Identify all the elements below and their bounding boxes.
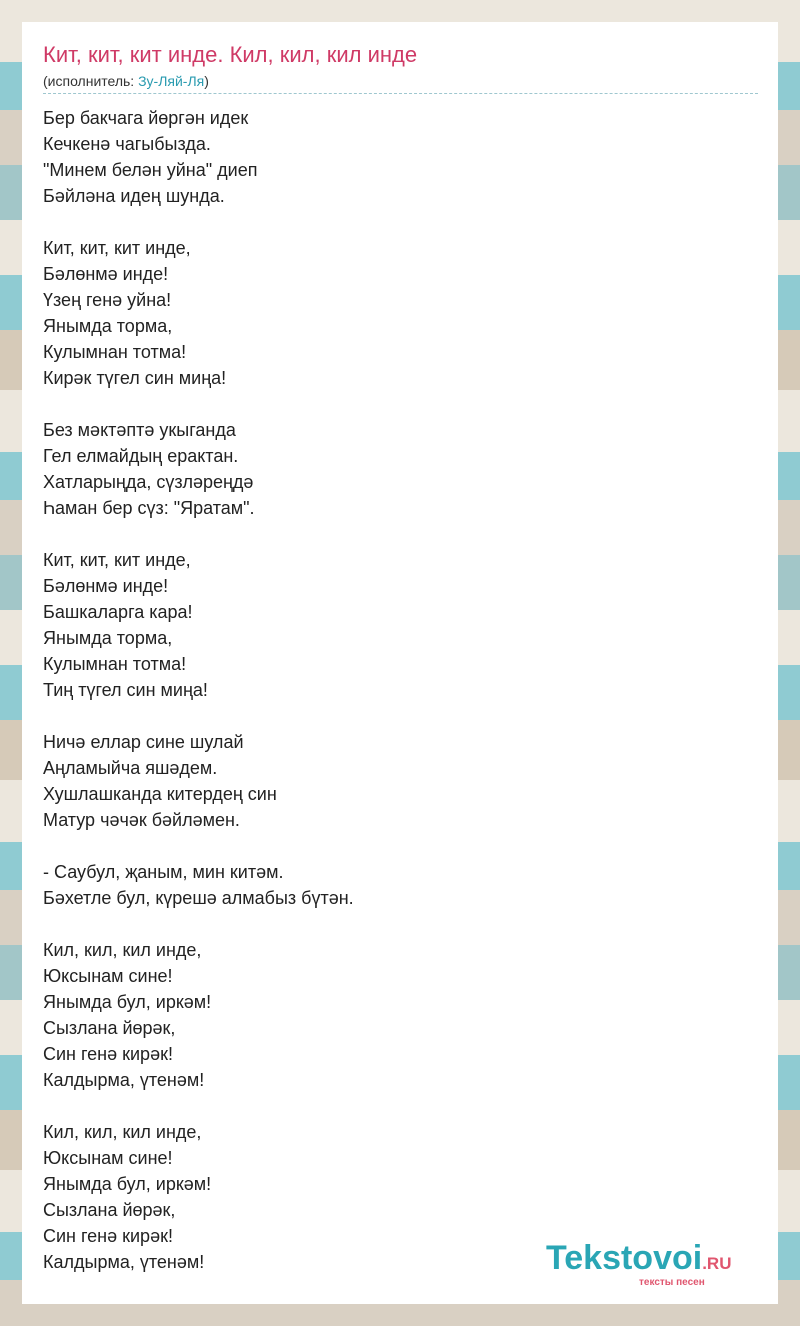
logo-brand: Tekstovoi: [546, 1239, 703, 1277]
lyric-line: Хушлашканда китердең син: [43, 784, 277, 804]
stanza: [43, 729, 743, 833]
lyric-line: Матур чәчәк бәйләмен.: [43, 810, 240, 830]
stanza: [43, 937, 743, 1093]
lyric-line: Һаман бер сүз: "Яратам".: [43, 498, 255, 518]
lyric-line: Сызлана йөрәк,: [43, 1200, 176, 1220]
site-logo[interactable]: [546, 1239, 732, 1288]
page-title: Кит, кит, кит инде. Кил, кил, кил инде: [43, 42, 418, 67]
lyric-line: Юксынам сине!: [43, 1148, 173, 1168]
lyric-line: Хатларыңда, сүзләреңдә: [43, 472, 254, 492]
logo-tagline: тексты песен: [639, 1277, 705, 1288]
stanza: [43, 859, 743, 911]
lyric-line: Калдырма, үтенәм!: [43, 1252, 205, 1272]
lyric-line: Кечкенә чагыбызда.: [43, 134, 211, 154]
logo-tld: .RU: [702, 1254, 732, 1273]
lyrics-card: [22, 22, 778, 1304]
lyrics-body: [43, 105, 743, 1301]
lyric-line: Аңламыйча яшәдем.: [43, 758, 218, 778]
stanza: [43, 547, 743, 703]
lyric-line: Сызлана йөрәк,: [43, 1018, 176, 1038]
lyric-line: Янымда бул, иркәм!: [43, 992, 212, 1012]
performer-prefix: (исполнитель:: [43, 73, 139, 89]
stanza: [43, 235, 743, 391]
lyric-line: Без мәктәптә укыганда: [43, 420, 236, 440]
lyric-line: Кит, кит, кит инде,: [43, 238, 191, 258]
lyric-line: Юксынам сине!: [43, 966, 173, 986]
stanza: [43, 417, 743, 521]
lyric-line: Кирәк түгел син миңа!: [43, 368, 227, 388]
lyric-line: Бәхетле бул, күрешә алмабыз бүтән.: [43, 888, 354, 908]
lyric-line: Кулымнан тотма!: [43, 342, 187, 362]
lyric-line: Бәйләна идең шунда.: [43, 186, 225, 206]
lyric-line: Ничә еллар сине шулай: [43, 732, 244, 752]
divider: [43, 93, 758, 94]
lyric-line: - Саубул, җаным, мин китәм.: [43, 862, 284, 882]
lyric-line: Янымда торма,: [43, 316, 173, 336]
artist-link[interactable]: Зу-Ляй-Ля: [138, 73, 205, 89]
lyric-line: Син генә кирәк!: [43, 1044, 173, 1064]
lyric-line: Кит, кит, кит инде,: [43, 550, 191, 570]
lyric-line: Бәлөнмә инде!: [43, 264, 169, 284]
lyric-line: Үзең генә уйна!: [43, 290, 172, 310]
lyric-line: Тиң түгел син миңа!: [43, 680, 208, 700]
lyric-line: Янымда торма,: [43, 628, 173, 648]
lyric-line: Кил, кил, кил инде,: [43, 940, 202, 960]
lyric-line: Гел елмайдың ерактан.: [43, 446, 239, 466]
performer-suffix: ): [204, 73, 209, 89]
lyric-line: Кулымнан тотма!: [43, 654, 187, 674]
lyric-line: Башкаларга кара!: [43, 602, 193, 622]
lyric-line: Син генә кирәк!: [43, 1226, 173, 1246]
lyric-line: Янымда бул, иркәм!: [43, 1174, 212, 1194]
performer-line: [43, 73, 209, 89]
stanza: [43, 105, 743, 209]
lyric-line: Калдырма, үтенәм!: [43, 1070, 205, 1090]
lyric-line: Кил, кил, кил инде,: [43, 1122, 202, 1142]
lyric-line: "Минем белән уйна" диеп: [43, 160, 258, 180]
lyric-line: Бәлөнмә инде!: [43, 576, 169, 596]
lyric-line: Бер бакчага йөргән идек: [43, 108, 249, 128]
